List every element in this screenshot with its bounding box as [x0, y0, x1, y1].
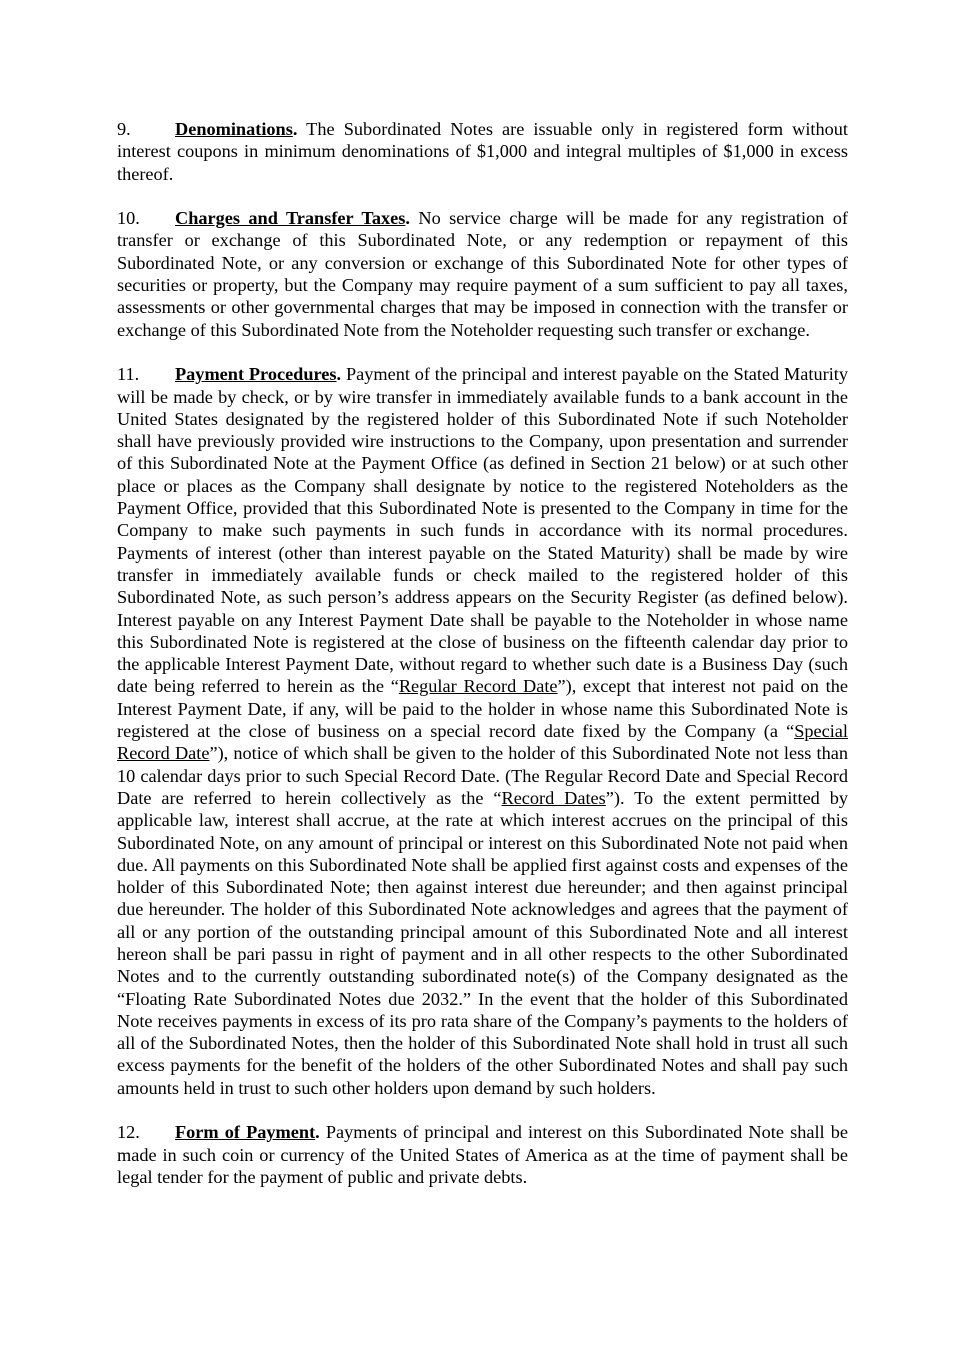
text-run: Record Dates [501, 787, 606, 808]
text-run: . [292, 119, 298, 139]
paragraph-form-of-payment [117, 1121, 848, 1188]
text-run: ”), except that interest not paid on the Interest Payment Date, if any, will be paid to the holder in whose name this Subordinated Note is registered at the close of business on a special record date fixed by the Company (a “ [117, 676, 849, 742]
paragraph-number: 10. [117, 208, 140, 229]
text-run: Regular Record Date [398, 676, 558, 697]
text-run: ”). To the extent permitted by applicable law, interest shall accrue, at the rate at which interest accrues on the principal of this Subordinated Note, on any amount of principal or interest on this Subordinated Note not paid when due. All payments on this Subordinated Note shall be applied first against costs and expenses of the holder of this Subordinated Note; then against interest due hereunder; and then against principal due hereunder. The holder of this Subordinated Note acknowledges and agrees that the payment of all or any portion of the outstanding principal amount of this Subordinated Note and all interest hereon shall be pari passu in right of payment and in all other respects to the other Subordinated Notes and to the currently outstanding subordinated note(s) of the Company designated as the “Floating Rate Subordinated Notes due 2032.” In the event that the holder of this Subordinated Note receives payments in excess of its pro rata share of the Company’s payments to the holders of all of the Subordinated Notes, then the holder of this Subordinated Note shall hold in trust all such excess payments for the benefit of the holders of the other Subordinated Notes and shall pay such amounts held in trust to such other holders upon demand by such holders. [117, 787, 848, 1098]
paragraph-charges-and-transfer-taxes [117, 207, 848, 341]
text-run: Payment of the principal and interest payable on the Stated Maturity will be made by check, or by wire transfer in immediately available funds to a bank account in the United States designated by the registered holder of this Subordinated Note if such Noteholder shall have previously provided wire instructions to the Company, upon presentation and surrender of this Subordinated Note at the Payment Office (as defined in Section 21 below) or at such other place or places as the Company shall designate by notice to the registered Noteholders as the Payment Office, provided that this Subordinated Note is presented to the Company in time for the Company to make such payments in such funds in accordance with its normal procedures. Payments of interest (other than interest payable on the Stated Maturity) shall be made by wire transfer in immediately available funds or check mailed to the registered holder of this Subordinated Note, as such person’s address appears on the Security Register (as defined below). Interest payable on any Interest Payment Date shall be payable to the Noteholder in whose name this Subordinated Note is registered at the close of business on the fifteenth calendar day prior to the applicable Interest Payment Date, without regard to whether such date is a Business Day (such date being referred to herein as the “ [117, 364, 848, 697]
text-run: Special Record Date [117, 721, 848, 764]
text-run: The Subordinated Notes are issuable only in registered form without interest coupons in minimum denominations of $1,000 and integral multiples of $1,000 in excess thereof. [117, 119, 848, 184]
paragraph-number: 11. [117, 364, 140, 385]
text-run: No service charge will be made for any registration of transfer or exchange of this Subordinated Note, or any redemption or repayment of this Subordinated Note, or any conversion or exchange of this Subordinated Note for other types of securities or property, but the Company may require payment of a sum sufficient to pay all taxes, assessments or other governmental charges that may be imposed in connection with the transfer or exchange of this Subordinated Note from the Noteholder requesting such transfer or exchange. [117, 208, 848, 340]
paragraph-heading: Charges and Transfer Taxes [175, 208, 406, 229]
paragraph-heading: Denominations [175, 119, 293, 139]
text-run: . [336, 364, 342, 385]
text-run: Payments of principal and interest on this Subordinated Note shall be made in such coin or currency of the United States of America as at the time of payment shall be legal tender for the payment of public and private debts. [117, 1122, 848, 1187]
text-run: . [405, 208, 410, 229]
paragraph-number: 12. [117, 1122, 140, 1143]
paragraph-payment-procedures [117, 363, 848, 1099]
paragraph-number: 9. [117, 119, 131, 139]
paragraph-heading: Form of Payment [175, 1122, 316, 1143]
paragraph-denominations [117, 118, 848, 185]
text-run: . [315, 1122, 320, 1143]
text-run: ”), notice of which shall be given to the holder of this Subordinated Note not less than 10 calendar days prior to such Special Record Date. (The Regular Record Date and Special Record Date are referred to herein collectively as the “ [117, 743, 848, 808]
paragraph-heading: Payment Procedures [175, 364, 337, 385]
